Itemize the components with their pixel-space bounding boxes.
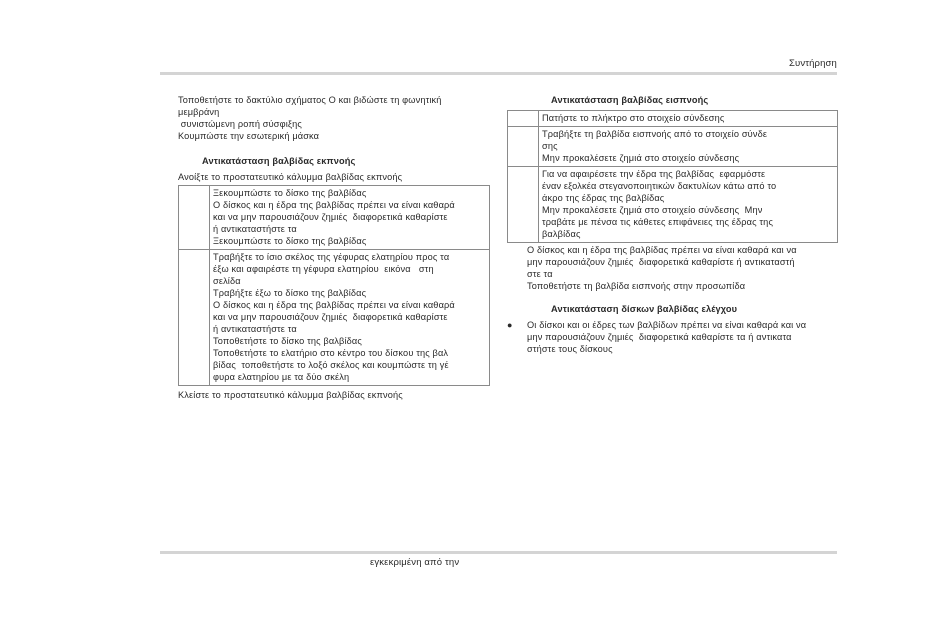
left-subintro: Ανοίξτε το προστατευτικό κάλυμμα βαλβίδας εκπνοής <box>178 172 403 182</box>
bullet-line: μην παρουσιάζουν ζημιές διαφορετικά καθαρίστε τα ή αντικατα <box>527 332 792 342</box>
after-line: μην παρουσιάζουν ζημιές διαφορετικά καθαρίστε ή αντικαταστή <box>527 257 795 267</box>
step-line: Τραβήξτε έξω το δίσκο της βαλβίδας <box>213 288 367 298</box>
right-after-text <box>507 244 838 292</box>
intro-line: μεμβράνη <box>178 107 220 117</box>
footer-rule <box>160 551 837 554</box>
right-column <box>507 94 838 355</box>
step-line: και να μην παρουσιάζουν ζημιές διαφορετικά καθαρίστε <box>213 212 448 222</box>
step-line: βαλβίδας <box>542 229 581 239</box>
table-row <box>179 250 490 386</box>
step-text-cell <box>210 250 490 386</box>
step-line: άκρο της έδρας της βαλβίδας <box>542 193 665 203</box>
table-row <box>508 167 838 243</box>
table-row <box>508 111 838 127</box>
intro-line: Τοποθετήστε το δακτύλιο σχήματος O και βιδώστε τη φωνητική <box>178 95 442 105</box>
step-line: Μην προκαλέσετε ζημιά στο στοιχείο σύνδεσης <box>542 153 740 163</box>
step-image-cell <box>179 250 210 386</box>
step-line: φυρα ελατηρίου με τα δύο σκέλη <box>213 372 350 382</box>
step-line: Τοποθετήστε το δίσκο της βαλβίδας <box>213 336 362 346</box>
step-image-cell <box>508 127 539 167</box>
step-text-cell <box>539 167 838 243</box>
step-image-cell <box>508 111 539 127</box>
intro-line: Κουμπώστε την εσωτερική μάσκα <box>178 131 320 141</box>
step-line: Πατήστε το πλήκτρο στο στοιχείο σύνδεσης <box>542 113 725 123</box>
header-rule <box>160 72 837 75</box>
step-line: σελίδα <box>213 276 241 286</box>
step-text-cell <box>539 111 838 127</box>
after-line: στε τα <box>527 269 553 279</box>
step-line: Τοποθετήστε το ελατήριο στο κέντρο του δίσκου της βαλ <box>213 348 449 358</box>
section-heading-exhalation-valve: Αντικατάσταση βαλβίδας εκπνοής <box>202 156 356 166</box>
step-line: ή αντικαταστήστε τα <box>213 324 297 334</box>
step-line: Ξεκουμπώστε το δίσκο της βαλβίδας <box>213 188 367 198</box>
step-line: Τραβήξτε το ίσιο σκέλος της γέφυρας ελατηρίου προς τα <box>213 252 450 262</box>
left-column <box>178 94 490 401</box>
step-line: Ο δίσκος και η έδρα της βαλβίδας πρέπει να είναι καθαρά <box>213 300 455 310</box>
section-heading-check-valve-discs: Αντικατάσταση δίσκων βαλβίδας ελέγχου <box>551 304 738 314</box>
step-line: βίδας τοποθετήστε το λοξό σκέλος και κουμπώστε τη γέ <box>213 360 449 370</box>
step-line: σης <box>542 141 558 151</box>
inhalation-steps-table <box>507 110 838 243</box>
step-text-cell <box>539 127 838 167</box>
after-line: Τοποθετήστε τη βαλβίδα εισπνοής στην προσωπίδα <box>527 281 746 291</box>
step-line: και να μην παρουσιάζουν ζημιές διαφορετικά καθαρίστε <box>213 312 448 322</box>
step-image-cell <box>179 186 210 250</box>
step-image-cell <box>508 167 539 243</box>
table-row <box>179 186 490 250</box>
bullet-line: Οι δίσκοι και οι έδρες των βαλβίδων πρέπει να είναι καθαρά και να <box>527 320 807 330</box>
intro-line: συνιστώμενη ροπή σύσφιξης <box>178 119 302 129</box>
exhalation-steps-table <box>178 185 490 386</box>
step-line: τραβάτε με πένσα τις κάθετες επιφάνειες της έδρας της <box>542 217 774 227</box>
step-line: Για να αφαιρέσετε την έδρα της βαλβίδας εφαρμόστε <box>542 169 766 179</box>
step-line: Ο δίσκος και η έδρα της βαλβίδας πρέπει να είναι καθαρά <box>213 200 455 210</box>
step-line: Ξεκουμπώστε το δίσκο της βαλβίδας <box>213 236 367 246</box>
left-intro <box>178 94 490 142</box>
left-closing: Κλείστε το προστατευτικό κάλυμμα βαλβίδας εκπνοής <box>178 390 403 400</box>
footer-text: εγκεκριμένη από την <box>370 557 460 568</box>
bullet-dot-icon: ● <box>507 320 513 330</box>
step-line: Μην προκαλέσετε ζημιά στο στοιχείο σύνδεσης Μην <box>542 205 763 215</box>
step-line: Τραβήξτε τη βαλβίδα εισπνοής από το στοιχείο σύνδε <box>542 129 768 139</box>
step-line: ή αντικαταστήστε τα <box>213 224 297 234</box>
bullet-line: στήστε τους δίσκους <box>527 344 613 354</box>
section-heading-inhalation-valve: Αντικατάσταση βαλβίδας εισπνοής <box>551 95 709 105</box>
step-line: έξω και αφαιρέστε τη γέφυρα ελατηρίου εικόνα στη <box>213 264 434 274</box>
step-text-cell <box>210 186 490 250</box>
page-header-title: Συντήρηση <box>788 58 837 69</box>
bullet-item <box>507 319 838 355</box>
table-row <box>508 127 838 167</box>
step-line: έναν εξολκέα στεγανοποιητικών δακτυλίων κάτω από το <box>542 181 777 191</box>
after-line: Ο δίσκος και η έδρα της βαλβίδας πρέπει να είναι καθαρά και να <box>527 245 797 255</box>
